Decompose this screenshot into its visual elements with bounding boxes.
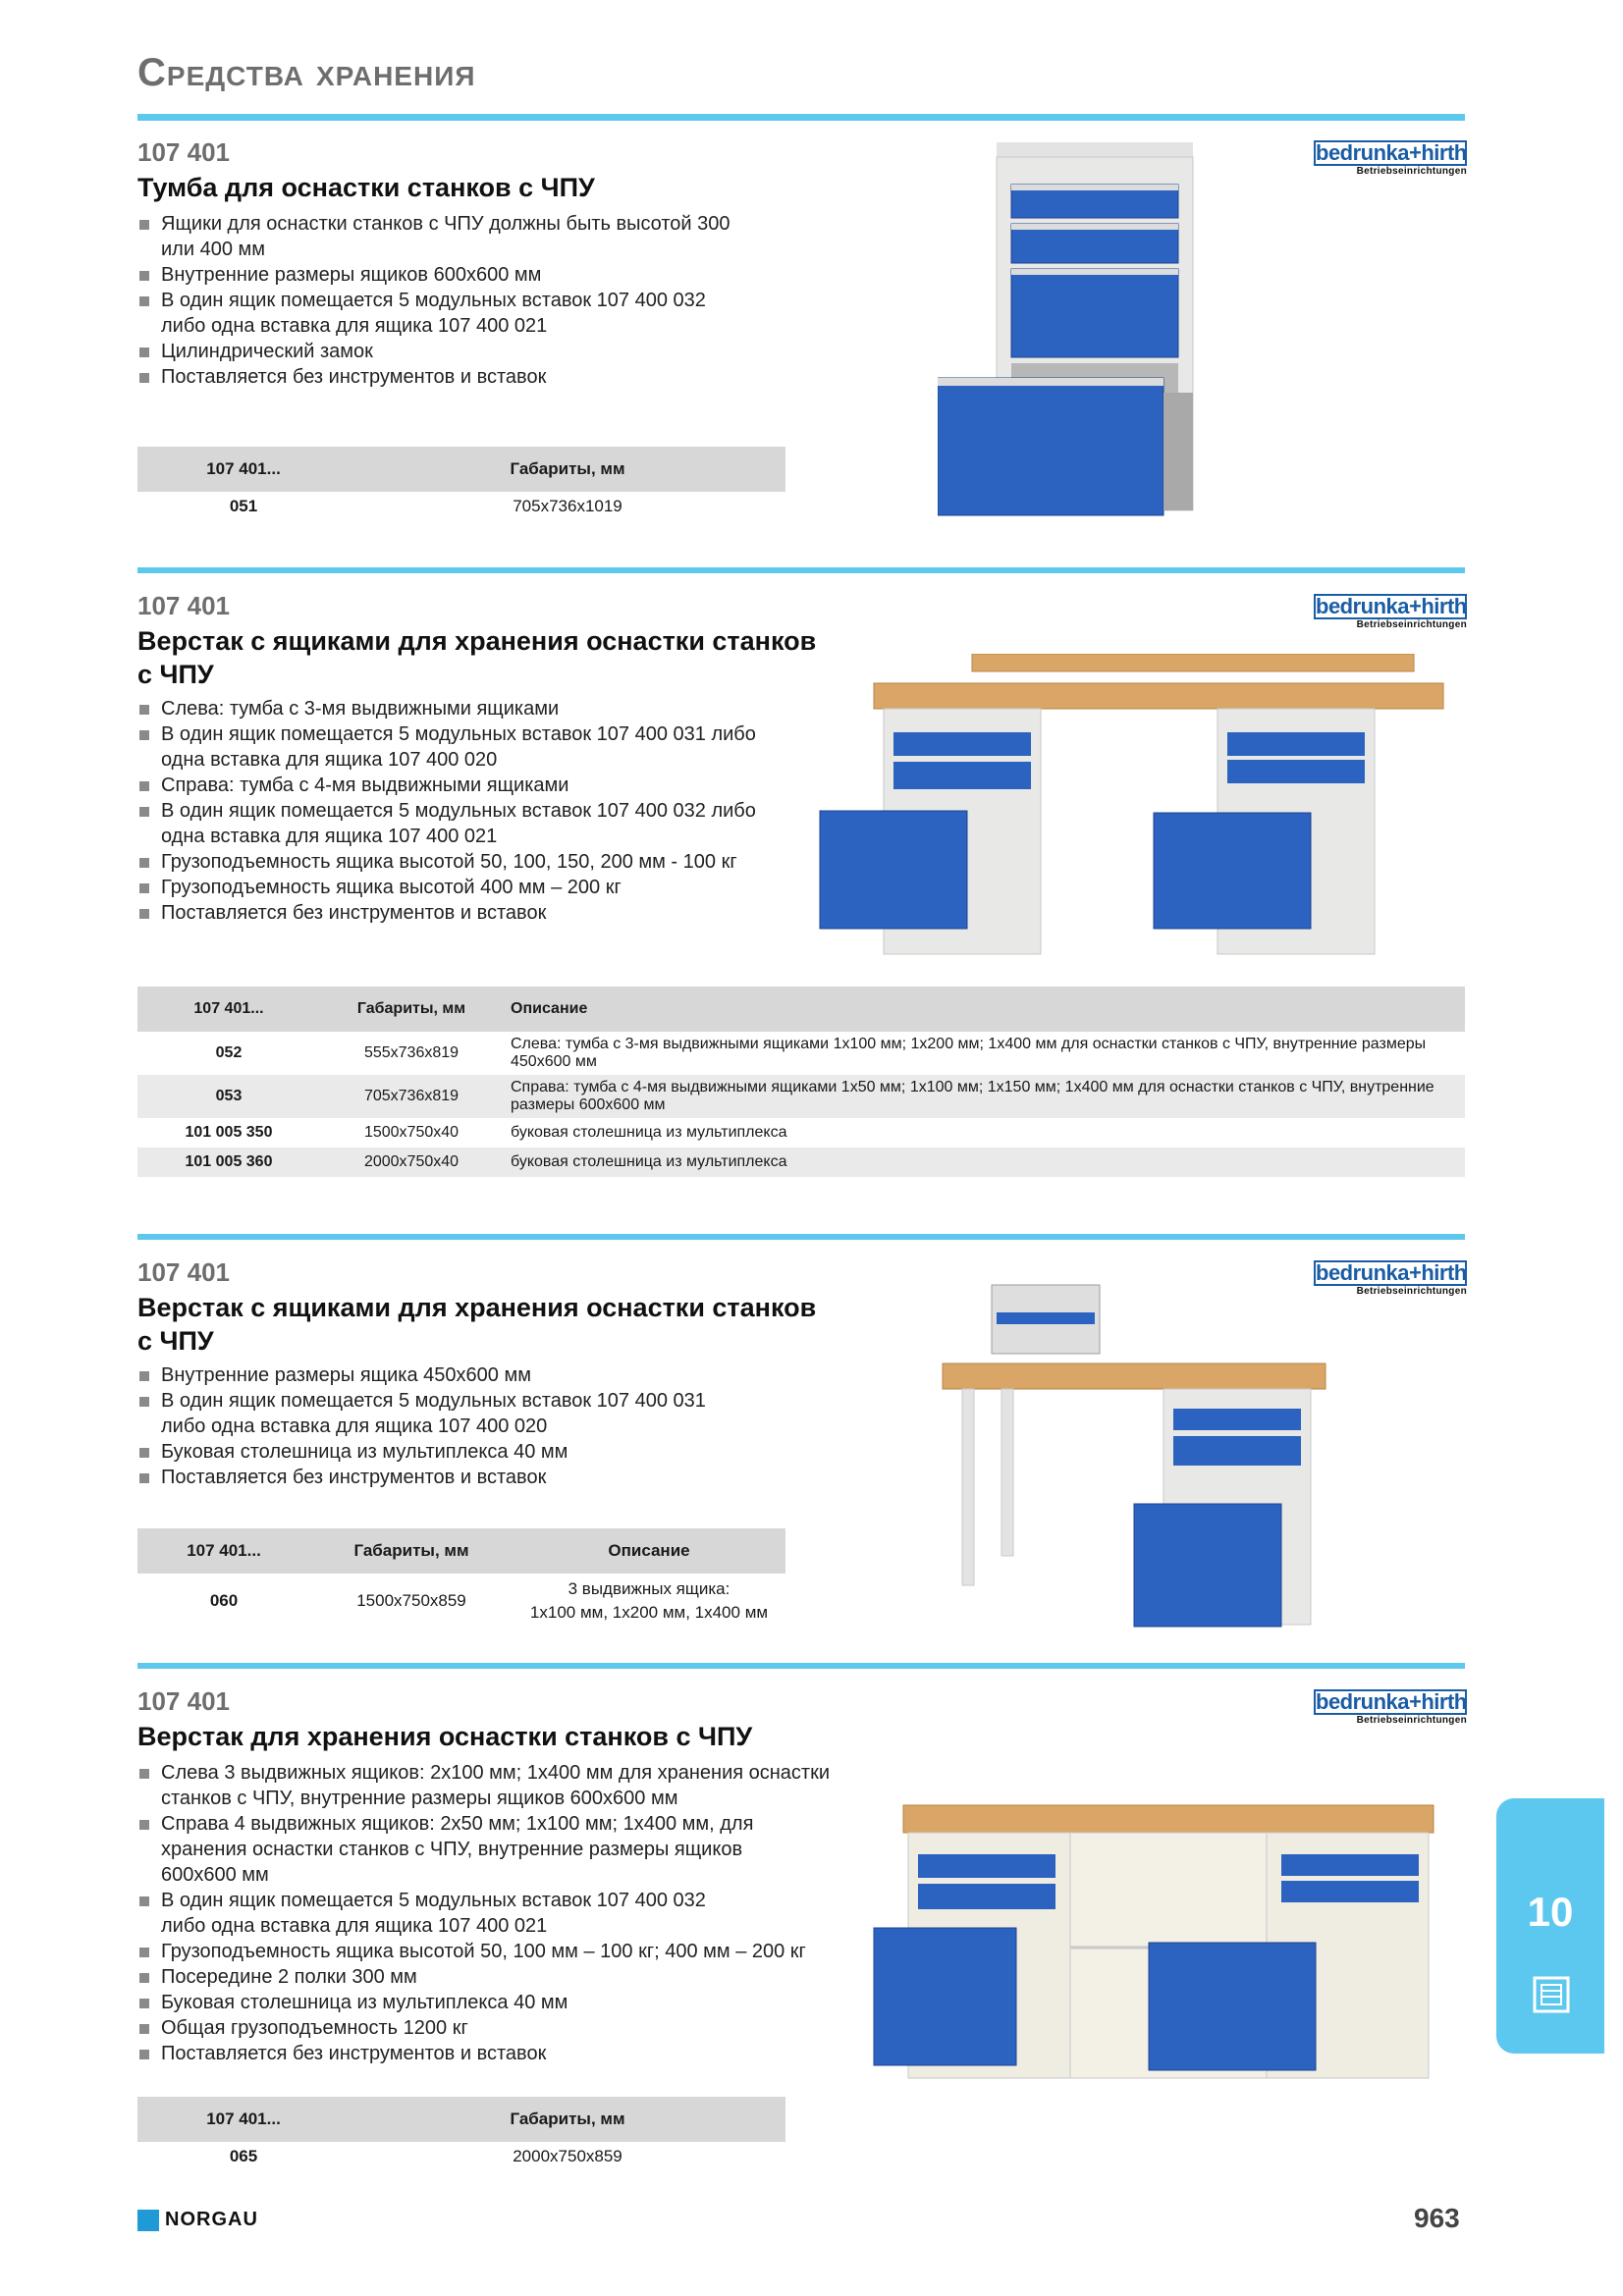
brand-logo-text: bedrunka+hirth bbox=[1316, 594, 1467, 618]
table-cell: 065 bbox=[229, 2147, 258, 2165]
feature-item: Внутренние размеры ящика 450x600 мм bbox=[137, 1362, 864, 1388]
feature-item: Буковая столешница из мультиплекса 40 мм bbox=[137, 1990, 864, 2015]
feature-item: В один ящик помещается 5 модульных вставок 107 400 032 либо одна вставка для ящика 107 400 021 bbox=[137, 1888, 750, 1939]
brand-logo bbox=[1314, 1260, 1467, 1297]
table-cell: буковая столешница из мультиплекса bbox=[503, 1148, 1465, 1177]
feature-item: Цилиндрический замок bbox=[137, 339, 864, 364]
column-header: Габариты, мм bbox=[310, 1528, 513, 1574]
table-header-row bbox=[137, 2097, 785, 2142]
feature-item: Посередине 2 полки 300 мм bbox=[137, 1964, 864, 1990]
column-header: Габариты, мм bbox=[350, 447, 785, 492]
workbench-image bbox=[864, 1800, 1453, 2095]
feature-item: Слева 3 выдвижных ящиков: 2x100 мм; 1x400 мм для хранения оснастки станков с ЧПУ, внутренние размеры ящиков 600x600 мм bbox=[137, 1760, 868, 1811]
chapter-tab bbox=[1496, 1798, 1604, 2054]
product-code: 107 401 bbox=[137, 137, 230, 167]
table-cell: Справа: тумба с 4-мя выдвижными ящиками 1x50 мм; 1x100 мм; 1x150 мм; 1x400 мм для оснастки станков с ЧПУ, внутренние размеры 600x600 мм bbox=[503, 1075, 1465, 1118]
brand-logo-sub: Betriebseinrichtungen bbox=[1356, 1286, 1467, 1297]
column-header: 107 401... bbox=[137, 987, 320, 1032]
section-rule bbox=[137, 1234, 1465, 1240]
feature-item: Справа: тумба с 4-мя выдвижными ящиками bbox=[137, 773, 864, 798]
brand-logo bbox=[1314, 140, 1467, 177]
page-number: 963 bbox=[1414, 2203, 1460, 2233]
footer-brand: NORGAU bbox=[165, 2209, 258, 2230]
feature-item: В один ящик помещается 5 модульных вставок 107 400 032 либо одна вставка для ящика 107 400 021 bbox=[137, 288, 750, 339]
footer-logo-mark bbox=[137, 2210, 159, 2231]
column-header: 107 401... bbox=[137, 447, 350, 492]
feature-item: Слева: тумба с 3-мя выдвижными ящиками bbox=[137, 696, 864, 721]
table-row bbox=[137, 492, 785, 521]
column-header: Габариты, мм bbox=[350, 2097, 785, 2142]
cabinet-image bbox=[938, 137, 1213, 530]
feature-item: Поставляется без инструментов и вставок bbox=[137, 900, 864, 926]
feature-item: В один ящик помещается 5 модульных вставок 107 400 031 либо одна вставка для ящика 107 400 020 bbox=[137, 1388, 750, 1439]
spec-table bbox=[137, 2097, 785, 2171]
feature-list bbox=[137, 1362, 864, 1490]
table-cell: 555x736x819 bbox=[363, 1044, 460, 1061]
brand-logo-text: bedrunka+hirth bbox=[1316, 140, 1467, 165]
product-code: 107 401 bbox=[137, 1686, 230, 1716]
feature-list bbox=[137, 1760, 864, 2066]
workbench-image bbox=[938, 1283, 1330, 1636]
section-rule bbox=[137, 567, 1465, 573]
table-cell: 705x736x1019 bbox=[513, 497, 622, 515]
table-header-row bbox=[137, 987, 1465, 1032]
feature-item: Справа 4 выдвижных ящиков: 2x50 мм; 1x100 мм; 1x400 мм, для хранения оснастки станков с ЧПУ, внутренние размеры ящиков 600x600 мм bbox=[137, 1811, 789, 1888]
brand-logo-text: bedrunka+hirth bbox=[1316, 1260, 1467, 1285]
footer-logo bbox=[137, 2209, 258, 2231]
workbench-image bbox=[815, 654, 1453, 968]
table-cell-line: 1x100 мм, 1x200 мм, 1x400 мм bbox=[529, 1603, 769, 1622]
table-cell: 051 bbox=[229, 497, 258, 515]
table-row bbox=[137, 1118, 1465, 1148]
page-header: Средства хранения bbox=[137, 51, 476, 94]
cabinet-icon bbox=[1532, 1975, 1571, 2014]
chapter-number: 10 bbox=[1527, 1889, 1574, 1935]
brand-logo-sub: Betriebseinrichtungen bbox=[1356, 166, 1467, 177]
feature-item: Ящики для оснастки станков с ЧПУ должны быть высотой 300 или 400 мм bbox=[137, 211, 750, 262]
table-cell: 101 005 360 bbox=[137, 1148, 320, 1177]
top-rule bbox=[137, 114, 1465, 121]
table-cell: 101 005 350 bbox=[185, 1124, 273, 1141]
table-row bbox=[137, 1574, 785, 1629]
feature-item: Грузоподъемность ящика высотой 400 мм – 200 кг bbox=[137, 875, 864, 900]
spec-table bbox=[137, 987, 1465, 1177]
product-title: Верстак с ящиками для хранения оснастки станков с ЧПУ bbox=[137, 1293, 817, 1356]
table-cell: 060 bbox=[209, 1591, 239, 1610]
spec-table bbox=[137, 1528, 785, 1629]
brand-logo-sub: Betriebseinrichtungen bbox=[1356, 1715, 1467, 1726]
column-header: 107 401... bbox=[137, 1528, 310, 1574]
product-code: 107 401 bbox=[137, 591, 230, 620]
brand-logo bbox=[1314, 1689, 1467, 1726]
feature-list bbox=[137, 696, 864, 926]
table-cell: 705x736x819 bbox=[320, 1075, 503, 1118]
column-header: Описание bbox=[513, 1528, 785, 1574]
table-cell: 1500x750x40 bbox=[363, 1124, 460, 1141]
table-row bbox=[137, 1075, 1465, 1118]
spec-table bbox=[137, 447, 785, 521]
table-cell-line: 3 выдвижных ящика: bbox=[568, 1579, 730, 1598]
table-row bbox=[137, 1148, 1465, 1177]
table-cell: 2000x750x859 bbox=[513, 2147, 622, 2165]
table-header-row bbox=[137, 447, 785, 492]
column-header: 107 401... bbox=[137, 2097, 350, 2142]
feature-item: Грузоподъемность ящика высотой 50, 100 мм – 100 кг; 400 мм – 200 кг bbox=[137, 1939, 864, 1964]
feature-item: Поставляется без инструментов и вставок bbox=[137, 1465, 864, 1490]
feature-item: Поставляется без инструментов и вставок bbox=[137, 2041, 864, 2066]
table-cell: 2000x750x40 bbox=[320, 1148, 503, 1177]
feature-list bbox=[137, 211, 864, 390]
table-cell: 1500x750x859 bbox=[356, 1591, 466, 1610]
product-title: Верстак с ящиками для хранения оснастки станков с ЧПУ bbox=[137, 626, 817, 689]
column-header: Габариты, мм bbox=[320, 987, 503, 1032]
feature-item: Общая грузоподъемность 1200 кг bbox=[137, 2015, 864, 2041]
product-title: Верстак для хранения оснастки станков с ЧПУ bbox=[137, 1722, 753, 1751]
feature-item: Буковая столешница из мультиплекса 40 мм bbox=[137, 1439, 864, 1465]
feature-item: В один ящик помещается 5 модульных вставок 107 400 032 либо одна вставка для ящика 107 400 021 bbox=[137, 798, 789, 849]
feature-item: В один ящик помещается 5 модульных вставок 107 400 031 либо одна вставка для ящика 107 400 020 bbox=[137, 721, 789, 773]
feature-item: Поставляется без инструментов и вставок bbox=[137, 364, 864, 390]
brand-logo-sub: Betriebseinrichtungen bbox=[1356, 619, 1467, 630]
table-row bbox=[137, 1032, 1465, 1075]
table-cell: 053 bbox=[137, 1075, 320, 1118]
feature-item: Внутренние размеры ящиков 600x600 мм bbox=[137, 262, 864, 288]
table-cell: Слева: тумба с 3-мя выдвижными ящиками 1x100 мм; 1x200 мм; 1x400 мм для оснастки станков с ЧПУ, внутренние размеры 450x600 мм bbox=[511, 1036, 1427, 1070]
table-cell: буковая столешница из мультиплекса bbox=[511, 1124, 787, 1141]
table-cell bbox=[513, 1574, 785, 1629]
column-header: Описание bbox=[503, 987, 1465, 1032]
brand-logo-text: bedrunka+hirth bbox=[1316, 1689, 1467, 1714]
feature-item: Грузоподъемность ящика высотой 50, 100, 150, 200 мм - 100 кг bbox=[137, 849, 864, 875]
table-cell: 052 bbox=[215, 1044, 243, 1061]
table-header-row bbox=[137, 1528, 785, 1574]
product-title: Тумба для оснастки станков с ЧПУ bbox=[137, 173, 595, 202]
section-rule bbox=[137, 1663, 1465, 1669]
brand-logo bbox=[1314, 594, 1467, 630]
product-code: 107 401 bbox=[137, 1257, 230, 1287]
table-row bbox=[137, 2142, 785, 2171]
